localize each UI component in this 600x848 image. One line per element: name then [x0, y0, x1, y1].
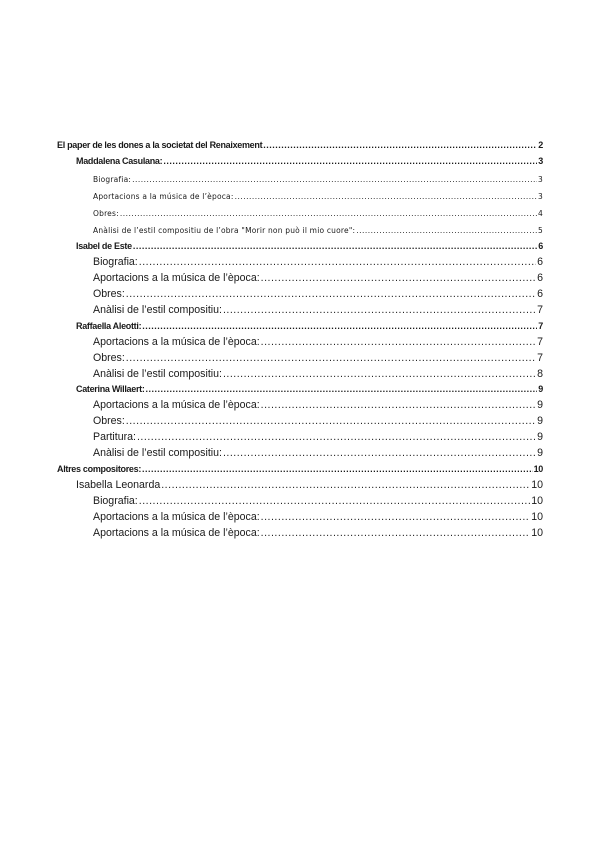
toc-leader — [126, 415, 536, 427]
toc-leader — [126, 288, 536, 300]
toc-entry-page: 6 — [537, 256, 543, 268]
toc-entry-label: Anàlisi de l’estil compositiu: — [93, 304, 222, 316]
toc-leader — [263, 140, 537, 150]
toc-entry-page: 7 — [537, 352, 543, 364]
toc-entry-label: Caterina Willaert: — [76, 384, 145, 394]
toc-leader — [356, 226, 537, 235]
toc-entry-label: Isabella Leonarda — [76, 479, 161, 491]
toc-entry-label: Aportacions a la música de l’època: — [93, 527, 260, 539]
toc-leader — [142, 464, 533, 474]
toc-entry-label: Aportacions a la música de l’època: — [93, 192, 234, 201]
toc-leader — [139, 256, 536, 268]
toc-leader — [261, 272, 536, 284]
toc-leader — [261, 511, 531, 523]
toc-entry-label: Anàlisi de l’estil compositiu de l’obra "Morir non può il mio cuore": — [93, 226, 356, 235]
toc-entry[interactable] — [93, 256, 543, 268]
toc-entry[interactable] — [93, 175, 543, 184]
toc-entry-page: 9 — [537, 415, 543, 427]
toc-entry-page: 6 — [537, 272, 543, 284]
toc-entry-label: Maddalena Casulana: — [76, 156, 163, 166]
toc-entry[interactable] — [76, 384, 543, 394]
toc-entry[interactable] — [93, 368, 543, 380]
toc-entry-label: Anàlisi de l’estil compositiu: — [93, 447, 222, 459]
toc-leader — [261, 336, 536, 348]
toc-leader — [261, 527, 531, 539]
toc-entry[interactable] — [57, 140, 543, 150]
toc-entry-label: Altres compositores: — [57, 464, 142, 474]
toc-leader — [120, 209, 537, 218]
toc-entry-page: 10 — [531, 527, 543, 539]
toc-entry[interactable] — [93, 399, 543, 411]
toc-entry[interactable] — [93, 336, 543, 348]
toc-entry[interactable] — [76, 321, 543, 331]
toc-entry-page: 10 — [531, 511, 543, 523]
toc-entry[interactable] — [93, 415, 543, 427]
toc-entry[interactable] — [93, 192, 543, 201]
toc-entry-page: 4 — [538, 209, 543, 218]
toc-entry[interactable] — [93, 209, 543, 218]
toc-leader — [163, 156, 537, 166]
toc-leader — [137, 431, 536, 443]
toc-leader — [133, 241, 537, 251]
toc-entry-page: 6 — [538, 241, 543, 251]
toc-entry[interactable] — [93, 272, 543, 284]
toc-entry-label: Anàlisi de l’estil compositiu: — [93, 368, 222, 380]
toc-entry[interactable] — [76, 156, 543, 166]
toc-leader — [223, 447, 536, 459]
toc-entry-page: 10 — [531, 495, 543, 507]
toc-entry-label: Obres: — [93, 288, 125, 300]
toc-entry-label: Isabel de Este — [76, 241, 132, 251]
toc-entry[interactable] — [93, 495, 543, 507]
toc-entry-page: 9 — [537, 447, 543, 459]
toc-entry[interactable] — [93, 431, 543, 443]
toc-entry[interactable] — [93, 511, 543, 523]
toc-entry[interactable] — [93, 447, 543, 459]
toc-entry-label: Biografia: — [93, 175, 132, 184]
toc-entry-label: Partitura: — [93, 431, 136, 443]
toc-entry-page: 6 — [537, 288, 543, 300]
toc-leader — [161, 479, 530, 491]
toc-entry[interactable] — [93, 527, 543, 539]
toc-entry-page: 3 — [538, 192, 543, 201]
toc-entry[interactable] — [76, 241, 543, 251]
toc-entry-page: 2 — [538, 140, 543, 150]
toc-entry-page: 7 — [537, 304, 543, 316]
toc-entry-page: 8 — [537, 368, 543, 380]
toc-entry[interactable] — [93, 352, 543, 364]
toc-entry-page: 10 — [531, 479, 543, 491]
toc-entry[interactable] — [93, 226, 543, 235]
toc-leader — [223, 368, 536, 380]
toc-entry[interactable] — [93, 304, 543, 316]
toc-entry[interactable] — [76, 479, 543, 491]
toc-entry-label: Aportacions a la música de l’època: — [93, 272, 260, 284]
toc-entry-page: 9 — [537, 431, 543, 443]
toc-entry-page: 10 — [533, 464, 543, 474]
toc-entry-label: El paper de les dones a la societat del Renaixement — [57, 140, 263, 150]
toc-leader — [142, 321, 537, 331]
toc-leader — [235, 192, 537, 201]
toc-entry-label: Biografia: — [93, 256, 138, 268]
toc-entry-page: 9 — [537, 399, 543, 411]
toc-entry-label: Biografia: — [93, 495, 138, 507]
toc-entry-label: Obres: — [93, 209, 119, 218]
toc-entry-label: Aportacions a la música de l’època: — [93, 511, 260, 523]
toc-entry-page: 5 — [538, 226, 543, 235]
toc-entry-label: Aportacions a la música de l’època: — [93, 336, 260, 348]
toc-leader — [139, 495, 530, 507]
toc-entry-page: 7 — [537, 336, 543, 348]
toc-entry-label: Obres: — [93, 415, 125, 427]
toc-entry[interactable] — [57, 464, 543, 474]
toc-leader — [126, 352, 536, 364]
toc-entry-label: Aportacions a la música de l’època: — [93, 399, 260, 411]
toc-entry-page: 3 — [538, 156, 543, 166]
toc-leader — [261, 399, 536, 411]
toc-leader — [146, 384, 538, 394]
toc-leader — [223, 304, 536, 316]
toc-leader — [132, 175, 537, 184]
toc-entry-page: 3 — [538, 175, 543, 184]
toc-entry[interactable] — [93, 288, 543, 300]
toc-entry-page: 7 — [538, 321, 543, 331]
toc-entry-label: Raffaella Aleotti: — [76, 321, 142, 331]
toc-entry-page: 9 — [538, 384, 543, 394]
toc-entry-label: Obres: — [93, 352, 125, 364]
